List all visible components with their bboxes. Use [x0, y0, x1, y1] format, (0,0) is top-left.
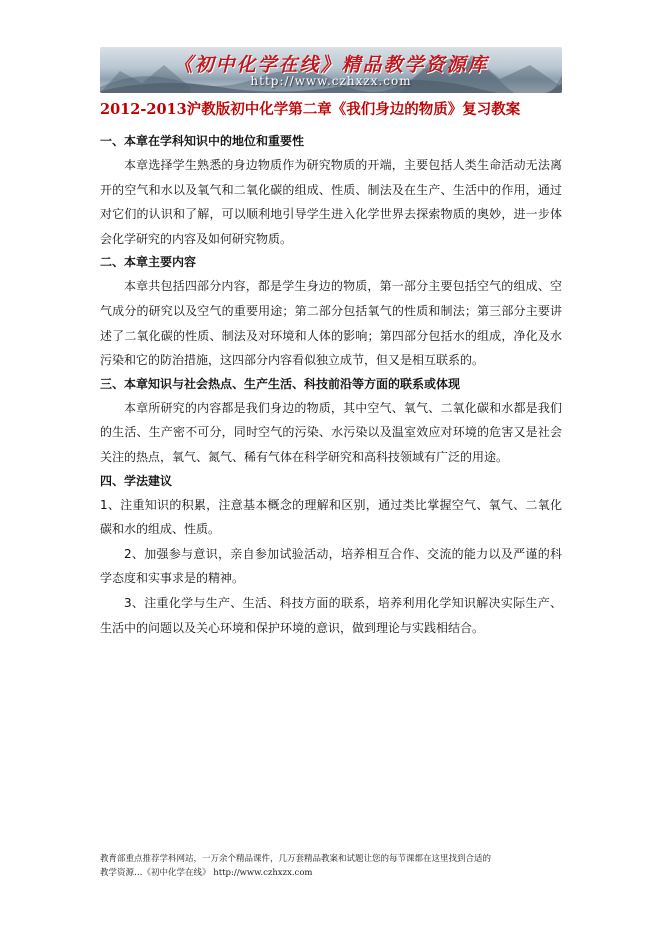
banner-url[interactable]: http://www.czhxzx.com	[250, 74, 412, 88]
study-tip-2: 2、加强参与意识，亲自参加试验活动，培养相互合作、交流的能力以及严谨的科学态度和实事求是的精神。	[100, 546, 562, 586]
footer-source-text: 教学资源…《初中化学在线》	[100, 868, 211, 878]
document-body	[100, 130, 562, 640]
study-tip-3: 3、注重化学与生产、生活、科技方面的联系，培养利用化学知识解决实际生产、生活中的问题以及关心环境和保护环境的意识，做到理论与实践相结合。	[100, 595, 562, 635]
document-title: 2012-2013沪教版初中化学第二章《我们身边的物质》复习教案	[100, 101, 521, 118]
section-heading-3: 三、本章知识与社会热点、生产生活、科技前沿等方面的联系或体现	[100, 376, 461, 391]
site-banner	[100, 47, 562, 93]
section-1-paragraph: 本章选择学生熟悉的身边物质作为研究物质的开端，主要包括人类生命活动无法离开的空气和水以及氧气和二氧化碳的组成、性质、制法及在生产、生活中的作用，通过对它们的认识和了解，可以顺利地引导学生进入化学世界去探索物质的奥妙，进一步体会化学研究的内容及如何研究物质。	[100, 158, 562, 246]
section-2-paragraph: 本章共包括四部分内容，都是学生身边的物质，第一部分主要包括空气的组成、空气成分的研究以及空气的重要用途；第二部分包括氧气的性质和制法；第三部分主要讲述了二氧化碳的性质、制法及对环境和人体的影响；第四部分包括水的组成，净化及水污染和它的防治措施，这四部分内容看似独立成节，但又是相互联系的。	[100, 279, 562, 368]
page-footer	[100, 852, 570, 880]
banner-title: 《初中化学在线》精品教学资源库	[173, 54, 489, 76]
footer-url-link[interactable]: http://www.czhxzx.com	[213, 868, 313, 878]
section-heading-4: 四、学法建议	[100, 473, 173, 488]
section-heading-1: 一、本章在学科知识中的地位和重要性	[100, 134, 305, 148]
section-heading-2: 二、本章主要内容	[100, 255, 197, 270]
study-tip-1: 1、注重知识的积累，注意基本概念的理解和区别，通过类比掌握空气、氧气、二氧化碳和水的组成、性质。	[100, 497, 562, 537]
footer-line-2	[100, 866, 570, 880]
section-3-paragraph: 本章所研究的内容都是我们身边的物质，其中空气、氧气、二氧化碳和水都是我们的生活、生产密不可分，同时空气的污染、水污染以及温室效应对环境的危害又是社会关注的热点，氧气、氮气、稀有气体在科学研究和高科技领域有广泛的用途。	[100, 400, 562, 464]
footer-line-1: 教育部重点推荐学科网站，一万余个精品课件，几万套精品教案和试题让您的每节课都在这里找到合适的	[100, 854, 492, 864]
